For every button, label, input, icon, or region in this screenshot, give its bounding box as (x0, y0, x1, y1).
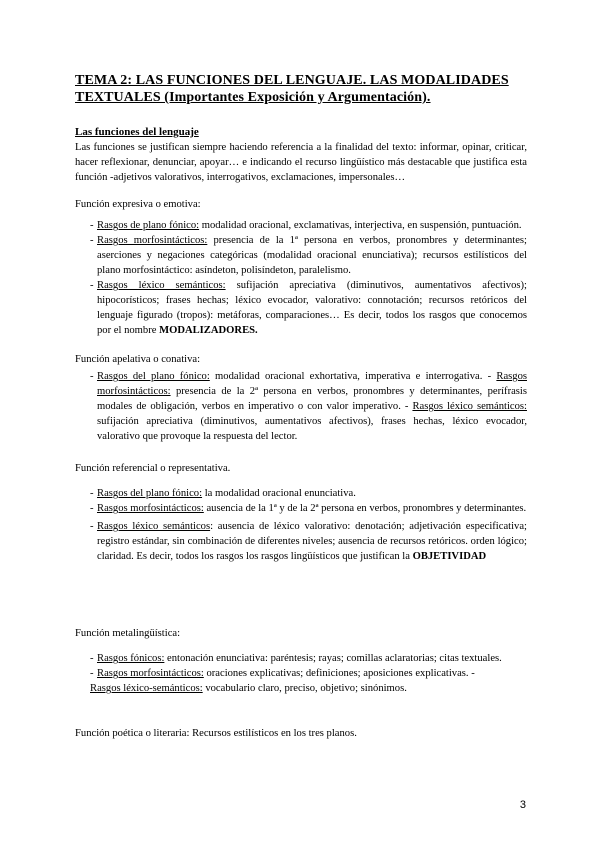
item-label: Rasgos léxico semánticos (97, 521, 211, 532)
intro-paragraph: Las funciones se justifican siempre haciendo referencia a la finalidad del texto: informar, opinar, criticar, hacer reflexionar, denunciar, apoyar… e indicando el recurso lingüístico más destacable que justifica esta función -adjetivos valorativos, interrogativos, exclamaciones, impersonales… (75, 142, 527, 183)
intro-section (75, 125, 527, 185)
item-text: sufijación apreciativa (diminutivos, aumentativos afectivos); hipocorísticos; frases hechas; léxico evocador, valorativo: connotación; recursos retóricos del lenguaje figurado (tropos): metáforas, comparaciones… Es decir, todos los rasgos que conocemos por el nombre (97, 280, 527, 336)
referencial-heading: Función referencial o representativa. (75, 463, 231, 474)
item-text: modalidad oracional exhortativa, imperativa e interrogativa. - (209, 371, 497, 382)
list-item: - Rasgos fónicos: entonación enunciativa: paréntesis; rayas; comillas aclaratorias; citas textuales. (90, 653, 502, 664)
item-text: entonación enunciativa: paréntesis; rayas; comillas aclaratorias; citas textuales. (164, 653, 502, 664)
apelativa-heading: Función apelativa o conativa: (75, 354, 201, 365)
item-label: Rasgos léxico semánticos: (412, 401, 527, 412)
list-item: - Rasgos del plano fónico: la modalidad oracional enunciativa. (90, 488, 356, 499)
section-heading-funciones: Las funciones del lenguaje (75, 126, 199, 138)
item-label: Rasgos morfosintácticos: (97, 371, 527, 397)
item-label: Rasgos morfosintácticos: (97, 668, 204, 679)
expresiva-heading: Función expresiva o emotiva: (75, 199, 201, 210)
page-number: 3 (519, 799, 526, 811)
list-item: - Rasgos morfosintácticos: presencia de la 1ª persona en verbos, pronombres y determinantes; aserciones y negaciones categóricas (modalidad oracional enunciativa); recursos estilísticos del plano morfosintáctico: asíndeton, polisíndeton, paralelismo. (90, 235, 527, 276)
item-text: modalidad oracional, exclamativas, interjectiva, en suspensión, puntuación. (199, 220, 522, 231)
list-item: - Rasgos morfosintácticos: oraciones explicativas; definiciones; aposiciones explicativas. - (90, 668, 475, 679)
item-text: presencia de la 1ª persona en verbos, pronombres y determinantes; aserciones y negaciones categóricas (modalidad oracional enunciativa); recursos estilísticos del plano morfosintáctico: asíndeton, polisíndeton, paralelismo. (97, 235, 527, 276)
item-text: : ausencia de léxico valorativo: denotación; adjetivación especificativa; registro estándar, sin combinación de diferentes niveles; ausencia de recursos retóricos. orden lógico; claridad. Es decir, todos los rasgos los rasgos lingüísticos que justifican la (97, 521, 527, 562)
item-text: la modalidad oracional enunciativa. (202, 488, 356, 499)
referencial-section (75, 461, 527, 564)
apelativa-section (75, 352, 527, 444)
list-item: - Rasgos morfosintácticos: ausencia de la 1ª y de la 2ª persona en verbos, pronombres y determinantes. (90, 503, 527, 514)
list-item (75, 681, 527, 696)
poetica-section (75, 726, 527, 741)
item-label: Rasgos del plano fónico: (97, 488, 203, 499)
list-item: - Rasgos de plano fónico: modalidad oracional, exclamativas, interjectiva, en suspensión, puntuación. (90, 220, 522, 231)
item-label: Rasgos léxico-semánticos: (90, 683, 203, 694)
item-label: Rasgos del plano fónico: (97, 371, 210, 382)
item-text: oraciones explicativas; definiciones; aposiciones explicativas. - (203, 668, 475, 679)
item-label: Rasgos fónicos: (97, 653, 165, 664)
item-label: Rasgos de plano fónico: (97, 220, 200, 231)
metalinguistica-heading: Función metalingüística: (75, 628, 181, 639)
expresiva-section (75, 197, 527, 338)
item-text: presencia de la 2ª persona en verbos, pronombres y determinantes, perífrasis modales de obligación, verbos en imperativo o con valor imperativo. - (97, 386, 527, 412)
metalinguistica-section (75, 626, 527, 696)
item-label: Rasgos morfosintácticos: (97, 235, 208, 246)
item-bold: OBJETIVIDAD (412, 551, 487, 562)
item-label: Rasgos morfosintácticos: (97, 503, 204, 514)
item-bold: MODALIZADORES. (159, 325, 258, 336)
item-label: Rasgos léxico semánticos: (97, 280, 226, 291)
item-text: sufijación apreciativa (diminutivos, aumentativos afectivos), frases hechas, léxico evocador, valorativo que provoque la respuesta del lector. (97, 416, 527, 442)
item-text: vocabulario claro, preciso, objetivo; sinónimos. (202, 683, 407, 694)
list-item: - Rasgos léxico semánticos: ausencia de léxico valorativo: denotación; adjetivación especificativa; registro estándar, sin combinación de diferentes niveles; ausencia de recursos retóricos. orden lógico; claridad. Es decir, todos los rasgos los rasgos lingüísticos que justifican la OBJETIVIDAD (90, 521, 527, 562)
poetica-text: Función poética o literaria: Recursos estilísticos en los tres planos. (75, 728, 357, 739)
item-text: ausencia de la 1ª y de la 2ª persona en verbos, pronombres y determinantes. (203, 503, 527, 514)
apelativa-paragraph: - Rasgos del plano fónico: modalidad oracional exhortativa, imperativa e interrogativa. - Rasgos morfosintácticos: presencia de la 2ª persona en verbos, pronombres y determinantes, perífrasis modales de obligación, verbos en imperativo o con valor imperativo. - Rasgos léxico semánticos: sufijación apreciativa (diminutivos, aumentativos afectivos), frases hechas, léxico evocador, valorativo que provoque la respuesta del lector. (90, 371, 527, 442)
page-title (75, 72, 535, 106)
title-line-1: TEMA 2: LAS FUNCIONES DEL LENGUAJE. LAS MODALIDADES (75, 73, 509, 88)
list-item: - Rasgos léxico semánticos: sufijación apreciativa (diminutivos, aumentativos afectivos); hipocorísticos; frases hechas; léxico evocador, valorativo: connotación; recursos retóricos del lenguaje figurado (tropos): metáforas, comparaciones… Es decir, todos los rasgos que conocemos por el nombre MODALIZADORES. (90, 280, 527, 336)
title-line-2: TEXTUALES (Importantes Exposición y Argumentación). (75, 90, 431, 105)
